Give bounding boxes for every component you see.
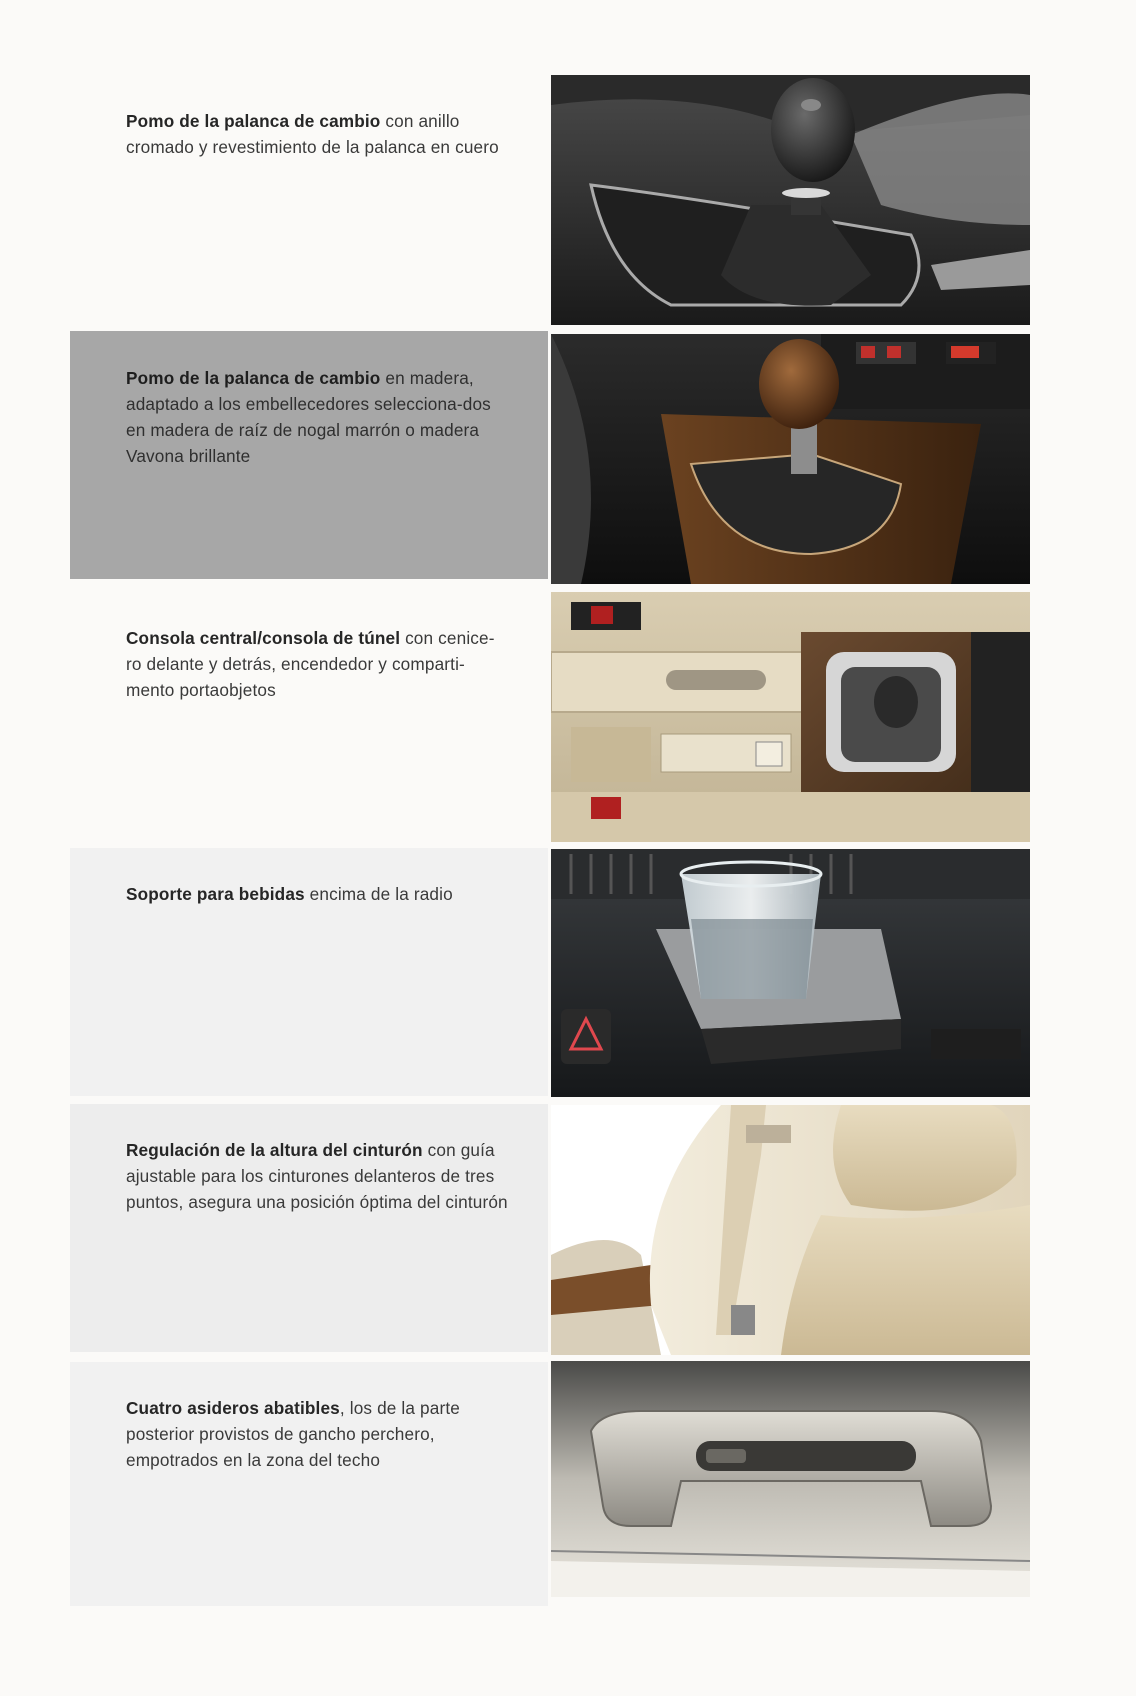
feature-panel-gear-knob-wood <box>70 331 548 579</box>
feature-description: en madera, adaptado a los embellecedores selecciona-dos en madera de raíz de nogal marrón o madera Vavona brillante <box>126 368 491 466</box>
feature-description: , los de la parte posterior provistos de gancho perchero, empotrados en la zona del techo <box>126 1398 460 1470</box>
feature-title: Pomo de la palanca de cambio <box>126 368 381 388</box>
feature-panel-seatbelt-height <box>70 1104 548 1352</box>
feature-description: encima de la radio <box>304 884 453 904</box>
feature-title: Cuatro asideros abatibles <box>126 1398 340 1418</box>
grab-handle-photo <box>551 1361 1030 1597</box>
feature-caption <box>126 625 508 703</box>
seatbelt-height-photo <box>551 1105 1030 1355</box>
feature-caption <box>126 1137 508 1215</box>
feature-caption <box>126 365 508 469</box>
feature-description: con guía ajustable para los cinturones delanteros de tres puntos, asegura una posición óptima del cinturón <box>126 1140 508 1212</box>
feature-caption <box>126 1395 508 1473</box>
gear-knob-wood-photo <box>551 334 1030 584</box>
feature-title: Consola central/consola de túnel <box>126 628 401 648</box>
feature-caption <box>126 108 508 160</box>
feature-title: Regulación de la altura del cinturón <box>126 1140 423 1160</box>
feature-caption <box>126 881 508 907</box>
gear-knob-leather-photo <box>551 75 1030 325</box>
feature-panel-cup-holder <box>70 848 548 1096</box>
cup-holder-photo <box>551 849 1030 1097</box>
feature-panel-gear-knob-leather <box>70 75 548 325</box>
feature-title: Pomo de la palanca de cambio <box>126 111 381 131</box>
feature-title: Soporte para bebidas <box>126 884 305 904</box>
feature-description: con anillo cromado y revestimiento de la palanca en cuero <box>126 111 499 157</box>
feature-description: con cenice-ro delante y detrás, encendedor y comparti-mento portaobjetos <box>126 628 495 700</box>
center-console-photo <box>551 592 1030 842</box>
feature-panel-grab-handle <box>70 1362 548 1606</box>
feature-panel-center-console <box>70 589 548 839</box>
